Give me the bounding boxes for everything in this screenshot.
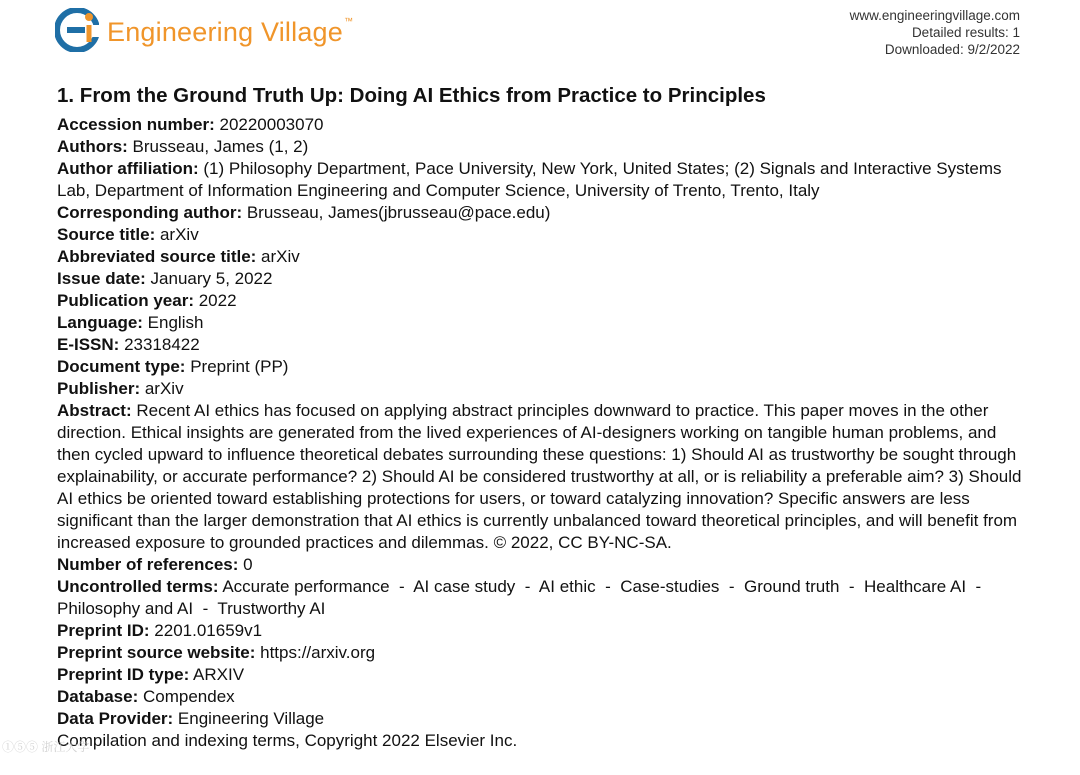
field-label: Authors: xyxy=(57,137,128,156)
field-value: arXiv xyxy=(155,225,199,244)
field-value: 0 xyxy=(238,555,253,574)
term: Accurate performance xyxy=(222,577,390,596)
term: Healthcare AI xyxy=(864,577,967,596)
field-value: 2201.01659v1 xyxy=(149,621,263,640)
field-label: Issue date: xyxy=(57,269,146,288)
field-label: Preprint source website: xyxy=(57,643,256,662)
field-label: Document type: xyxy=(57,357,186,376)
field-label: Preprint ID type: xyxy=(57,665,190,684)
field-preprint-id xyxy=(57,620,1022,642)
term-separator: - xyxy=(844,577,860,596)
brand-name: Engineering Village™ xyxy=(107,15,354,47)
term-separator: - xyxy=(394,577,410,596)
field-value: 20220003070 xyxy=(214,115,324,134)
field-publication-year xyxy=(57,290,1022,312)
site-url[interactable]: www.engineeringvillage.com xyxy=(849,8,1020,23)
field-preprint-source-website xyxy=(57,642,1022,664)
term: Ground truth xyxy=(744,577,840,596)
field-e-issn xyxy=(57,334,1022,356)
field-label: Database: xyxy=(57,687,139,706)
field-data-provider xyxy=(57,708,1022,730)
field-value: arXiv xyxy=(140,379,184,398)
field-value: ARXIV xyxy=(189,665,245,684)
term-separator: - xyxy=(600,577,616,596)
field-abbreviated-source-title xyxy=(57,246,1022,268)
detailed-results-count: Detailed results: 1 xyxy=(911,25,1020,40)
term-separator: - xyxy=(520,577,536,596)
term-separator: - xyxy=(970,577,986,596)
field-label: Corresponding author: xyxy=(57,203,243,222)
field-label: Language: xyxy=(57,313,143,332)
field-value: 2022 xyxy=(193,291,237,310)
engineering-village-logo-icon xyxy=(55,8,99,52)
field-value: Brusseau, James(jbrusseau@pace.edu) xyxy=(242,203,551,222)
term: Philosophy and AI xyxy=(57,599,194,618)
field-document-type xyxy=(57,356,1022,378)
term: AI ethic xyxy=(538,577,596,596)
field-label: Abstract: xyxy=(57,401,132,420)
field-value: Engineering Village xyxy=(173,709,325,728)
field-value: Brusseau, James (1, 2) xyxy=(127,137,309,156)
term: Case-studies xyxy=(620,577,720,596)
field-value: January 5, 2022 xyxy=(145,269,273,288)
record-title: 1. From the Ground Truth Up: Doing AI Ethics from Practice to Principles xyxy=(57,84,766,107)
field-author-affiliation xyxy=(57,158,1022,202)
field-database xyxy=(57,686,1022,708)
copyright-notice: Compilation and indexing terms, Copyright 2022 Elsevier Inc. xyxy=(57,731,518,750)
record-body xyxy=(57,82,1022,752)
field-source-title xyxy=(57,224,1022,246)
field-number-of-references xyxy=(57,554,1022,576)
field-value: Recent AI ethics has focused on applying abstract principles downward to practice. This paper moves in the other direction. Ethical insights are generated from the lived experiences of AI-designers working on tangible human problems, and then cycled upward to influence theoretical debates surrounding these questions: 1) Should AI as trustworthy be sought through explainability, or accurate performance? 2) Should AI be considered trustworthy at all, or is reliability a preferable aim? 3) Should AI ethics be oriented toward establishing protections for users, or toward catalyzing innovation? Specific answers are less significant than the larger demonstration that AI ethics is currently unbalanced toward theoretical principles, and will benefit from increased exposure to grounded practices and dilemmas. © 2022, CC BY-NC-SA. xyxy=(57,401,1022,552)
field-value: (1) Philosophy Department, Pace University, New York, United States; (2) Signals and Interactive Systems Lab, Department of Information Engineering and Computer Science, University of Trento, Trento, Italy xyxy=(57,159,1002,200)
field-value: Preprint (PP) xyxy=(185,357,289,376)
trademark-symbol: ™ xyxy=(343,15,354,26)
field-corresponding-author xyxy=(57,202,1022,224)
field-accession-number xyxy=(57,114,1022,136)
download-meta xyxy=(850,7,1020,58)
field-uncontrolled-terms xyxy=(57,576,1022,620)
field-value: Compendex xyxy=(138,687,235,706)
field-label: Source title: xyxy=(57,225,156,244)
field-label: Uncontrolled terms: xyxy=(57,577,219,596)
field-label: Publisher: xyxy=(57,379,141,398)
field-label: E-ISSN: xyxy=(57,335,120,354)
field-value: arXiv xyxy=(256,247,300,266)
brand-logo[interactable] xyxy=(55,8,353,52)
field-preprint-id-type xyxy=(57,664,1022,686)
watermark: ①⑤⑤ 浙江大学 xyxy=(2,740,90,754)
field-language xyxy=(57,312,1022,334)
page-header xyxy=(0,0,1080,70)
field-value: 23318422 xyxy=(119,335,200,354)
field-publisher xyxy=(57,378,1022,400)
field-label: Preprint ID: xyxy=(57,621,150,640)
field-label: Number of references: xyxy=(57,555,239,574)
term-separator: - xyxy=(197,599,213,618)
field-issue-date xyxy=(57,268,1022,290)
field-label: Author affiliation: xyxy=(57,159,199,178)
field-label: Abbreviated source title: xyxy=(57,247,257,266)
field-value: https://arxiv.org xyxy=(255,643,376,662)
field-label: Data Provider: xyxy=(57,709,174,728)
field-abstract xyxy=(57,400,1022,554)
field-label: Accession number: xyxy=(57,115,215,134)
downloaded-date: Downloaded: 9/2/2022 xyxy=(884,42,1020,57)
field-label: Publication year: xyxy=(57,291,194,310)
field-authors xyxy=(57,136,1022,158)
term: AI case study xyxy=(413,577,516,596)
term-separator: - xyxy=(724,577,740,596)
field-value: English xyxy=(142,313,204,332)
term: Trustworthy AI xyxy=(217,599,326,618)
